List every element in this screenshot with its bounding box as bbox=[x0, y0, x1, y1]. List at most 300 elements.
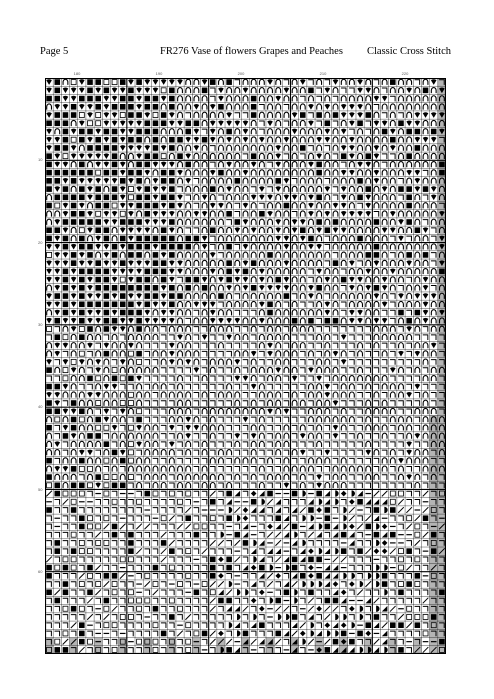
triangle-half-symbol bbox=[316, 631, 322, 637]
arch-symbol bbox=[178, 384, 183, 390]
arch-symbol bbox=[235, 236, 240, 242]
arch-symbol bbox=[358, 219, 363, 225]
heart-drop-symbol bbox=[218, 277, 224, 283]
square-filled-symbol bbox=[79, 269, 85, 275]
arch-symbol bbox=[399, 277, 404, 283]
corner-bracket-symbol bbox=[46, 541, 51, 546]
arch-symbol bbox=[399, 162, 404, 168]
heart-drop-symbol bbox=[79, 252, 85, 258]
corner-bracket-symbol bbox=[423, 327, 428, 332]
corner-bracket-symbol bbox=[46, 623, 51, 628]
corner-bracket-symbol bbox=[275, 648, 280, 653]
corner-bracket-symbol bbox=[161, 409, 166, 414]
arch-symbol bbox=[292, 244, 297, 250]
corner-bracket-symbol bbox=[136, 475, 141, 480]
square-filled-symbol bbox=[71, 112, 77, 118]
heart-drop-symbol bbox=[431, 137, 437, 143]
circle-half-symbol bbox=[311, 515, 314, 521]
square-filled-symbol bbox=[218, 170, 224, 176]
corner-bracket-symbol bbox=[365, 458, 370, 463]
arch-symbol bbox=[202, 252, 207, 258]
heart-drop-symbol bbox=[104, 219, 110, 225]
arch-symbol bbox=[349, 392, 354, 398]
corner-bracket-symbol bbox=[235, 80, 240, 85]
corner-bracket-symbol bbox=[218, 376, 223, 381]
arch-symbol bbox=[120, 474, 125, 480]
corner-bracket-symbol bbox=[235, 244, 240, 249]
square-filled-symbol bbox=[185, 129, 191, 135]
corner-bracket-symbol bbox=[194, 516, 199, 521]
square-filled-symbol bbox=[128, 285, 134, 291]
corner-bracket-symbol bbox=[177, 615, 182, 620]
heart-drop-symbol bbox=[153, 219, 159, 225]
arch-symbol bbox=[366, 227, 371, 233]
square-filled-symbol bbox=[120, 219, 126, 225]
arch-symbol bbox=[407, 227, 412, 233]
slash-symbol bbox=[120, 524, 126, 530]
arch-symbol bbox=[333, 417, 338, 423]
slash-symbol bbox=[210, 581, 216, 587]
heart-drop-symbol bbox=[145, 219, 151, 225]
square-filled-symbol bbox=[87, 219, 93, 225]
arch-symbol bbox=[399, 367, 404, 373]
heart-drop-symbol bbox=[259, 195, 265, 201]
heart-drop-symbol bbox=[104, 244, 110, 250]
heart-drop-symbol bbox=[390, 211, 396, 217]
heart-drop-symbol bbox=[284, 137, 290, 143]
arch-symbol bbox=[161, 129, 166, 135]
corner-bracket-symbol bbox=[63, 351, 68, 356]
square-open-symbol bbox=[55, 639, 60, 644]
arch-symbol bbox=[243, 252, 248, 258]
heart-drop-symbol bbox=[112, 384, 118, 390]
square-filled-symbol bbox=[292, 557, 298, 563]
square-filled-symbol bbox=[136, 178, 142, 184]
square-filled-symbol bbox=[54, 96, 60, 102]
heart-drop-symbol bbox=[104, 96, 110, 102]
square-open-symbol bbox=[79, 606, 84, 611]
heart-drop-symbol bbox=[120, 359, 126, 365]
square-open-symbol bbox=[137, 409, 142, 414]
square-filled-symbol bbox=[374, 614, 380, 620]
heart-drop-symbol bbox=[202, 236, 208, 242]
arch-symbol bbox=[186, 104, 191, 110]
arch-symbol bbox=[284, 425, 289, 431]
corner-bracket-symbol bbox=[390, 376, 395, 381]
diamond-symbol bbox=[251, 565, 257, 571]
corner-bracket-symbol bbox=[202, 623, 207, 628]
arch-symbol bbox=[79, 441, 84, 447]
arch-symbol bbox=[300, 211, 305, 217]
square-open-symbol bbox=[128, 458, 133, 463]
square-open-symbol bbox=[96, 211, 101, 216]
square-filled-symbol bbox=[226, 260, 232, 266]
arch-symbol bbox=[317, 236, 322, 242]
square-open-symbol bbox=[407, 606, 412, 611]
square-filled-symbol bbox=[79, 285, 85, 291]
corner-bracket-symbol bbox=[194, 434, 199, 439]
corner-bracket-symbol bbox=[259, 458, 264, 463]
arch-symbol bbox=[390, 203, 395, 209]
heart-drop-symbol bbox=[112, 178, 118, 184]
square-filled-symbol bbox=[87, 589, 93, 595]
square-filled-symbol bbox=[161, 120, 167, 126]
arch-symbol bbox=[202, 153, 207, 159]
arch-symbol bbox=[309, 326, 314, 332]
corner-bracket-symbol bbox=[333, 187, 338, 192]
square-filled-symbol bbox=[406, 186, 412, 192]
arch-symbol bbox=[259, 367, 264, 373]
heart-drop-symbol bbox=[243, 120, 249, 126]
corner-bracket-symbol bbox=[243, 598, 248, 603]
square-filled-symbol bbox=[79, 631, 85, 637]
arch-symbol bbox=[415, 104, 420, 110]
shaded-cell bbox=[389, 646, 397, 654]
square-open-symbol bbox=[137, 606, 142, 611]
corner-bracket-symbol bbox=[349, 343, 354, 348]
corner-bracket-symbol bbox=[104, 565, 109, 570]
corner-bracket-symbol bbox=[194, 623, 199, 628]
corner-bracket-symbol bbox=[267, 623, 272, 628]
arch-symbol bbox=[431, 211, 436, 217]
arch-symbol bbox=[202, 474, 207, 480]
arch-symbol bbox=[202, 466, 207, 472]
heart-drop-symbol bbox=[349, 260, 355, 266]
arch-symbol bbox=[309, 433, 314, 439]
arch-symbol bbox=[79, 343, 84, 349]
corner-bracket-symbol bbox=[325, 244, 330, 249]
diamond-symbol bbox=[316, 606, 322, 612]
circle-half-symbol bbox=[376, 581, 379, 587]
arch-symbol bbox=[349, 236, 354, 242]
corner-bracket-symbol bbox=[390, 557, 395, 562]
corner-bracket-symbol bbox=[202, 343, 207, 348]
square-filled-symbol bbox=[71, 606, 77, 612]
corner-bracket-symbol bbox=[71, 574, 76, 579]
shaded-cell bbox=[168, 646, 176, 654]
square-open-symbol bbox=[178, 582, 183, 587]
arch-symbol bbox=[349, 79, 354, 85]
shaded-cell bbox=[430, 457, 438, 465]
arch-symbol bbox=[300, 343, 305, 349]
arch-symbol bbox=[415, 318, 420, 324]
square-filled-symbol bbox=[46, 96, 52, 102]
heart-drop-symbol bbox=[169, 351, 175, 357]
heart-drop-symbol bbox=[63, 104, 69, 110]
square-filled-symbol bbox=[153, 120, 159, 126]
corner-bracket-symbol bbox=[251, 392, 256, 397]
slash-symbol bbox=[308, 532, 314, 538]
heart-drop-symbol bbox=[87, 277, 93, 283]
arch-symbol bbox=[423, 343, 428, 349]
corner-bracket-symbol bbox=[349, 425, 354, 430]
arch-symbol bbox=[292, 162, 297, 168]
corner-bracket-symbol bbox=[161, 639, 166, 644]
arch-symbol bbox=[153, 277, 158, 283]
corner-bracket-symbol bbox=[251, 467, 256, 472]
corner-bracket-symbol bbox=[63, 450, 68, 455]
heart-drop-symbol bbox=[169, 359, 175, 365]
square-filled-symbol bbox=[71, 548, 77, 554]
heart-drop-symbol bbox=[243, 417, 249, 423]
square-open-symbol bbox=[55, 417, 60, 422]
heart-drop-symbol bbox=[267, 351, 273, 357]
arch-symbol bbox=[235, 400, 240, 406]
corner-bracket-symbol bbox=[308, 343, 313, 348]
arch-symbol bbox=[317, 458, 322, 464]
corner-bracket-symbol bbox=[161, 458, 166, 463]
square-filled-symbol bbox=[95, 145, 101, 151]
arch-symbol bbox=[202, 425, 207, 431]
heart-drop-symbol bbox=[169, 162, 175, 168]
corner-bracket-symbol bbox=[316, 327, 321, 332]
corner-bracket-symbol bbox=[210, 384, 215, 389]
corner-bracket-symbol bbox=[153, 360, 158, 365]
slash-symbol bbox=[398, 499, 404, 505]
square-filled-symbol bbox=[79, 639, 85, 645]
arch-symbol bbox=[382, 458, 387, 464]
heart-drop-symbol bbox=[95, 293, 101, 299]
shaded-cell bbox=[438, 572, 446, 580]
arch-symbol bbox=[317, 301, 322, 307]
arch-symbol bbox=[382, 137, 387, 143]
arch-symbol bbox=[169, 466, 174, 472]
corner-bracket-symbol bbox=[406, 499, 411, 504]
heart-drop-symbol bbox=[46, 112, 52, 118]
heart-drop-symbol bbox=[308, 120, 314, 126]
square-open-symbol bbox=[415, 524, 420, 529]
arch-symbol bbox=[268, 244, 273, 250]
corner-bracket-symbol bbox=[365, 606, 370, 611]
corner-bracket-symbol bbox=[357, 639, 362, 644]
square-open-symbol bbox=[88, 466, 93, 471]
corner-bracket-symbol bbox=[382, 162, 387, 167]
arch-symbol bbox=[390, 326, 395, 332]
corner-bracket-symbol bbox=[153, 615, 158, 620]
arch-symbol bbox=[333, 466, 338, 472]
square-filled-symbol bbox=[112, 170, 118, 176]
square-filled-symbol bbox=[128, 540, 134, 546]
heart-drop-symbol bbox=[104, 120, 110, 126]
corner-bracket-symbol bbox=[406, 310, 411, 315]
heart-drop-symbol bbox=[128, 178, 134, 184]
arch-symbol bbox=[276, 433, 281, 439]
heart-drop-symbol bbox=[284, 88, 290, 94]
arch-symbol bbox=[71, 392, 76, 398]
corner-bracket-symbol bbox=[333, 335, 338, 340]
square-filled-symbol bbox=[87, 376, 93, 382]
square-filled-symbol bbox=[87, 170, 93, 176]
corner-bracket-symbol bbox=[300, 302, 305, 307]
corner-bracket-symbol bbox=[235, 211, 240, 216]
corner-bracket-symbol bbox=[243, 574, 248, 579]
arch-symbol bbox=[333, 277, 338, 283]
square-filled-symbol bbox=[202, 285, 208, 291]
heart-drop-symbol bbox=[390, 227, 396, 233]
heart-drop-symbol bbox=[54, 244, 60, 250]
corner-bracket-symbol bbox=[210, 615, 215, 620]
corner-bracket-symbol bbox=[145, 409, 150, 414]
square-filled-symbol bbox=[136, 129, 142, 135]
slash-symbol bbox=[185, 524, 191, 530]
heart-drop-symbol bbox=[308, 285, 314, 291]
arch-symbol bbox=[341, 260, 346, 266]
corner-bracket-symbol bbox=[243, 615, 248, 620]
arch-symbol bbox=[243, 236, 248, 242]
arch-symbol bbox=[243, 79, 248, 85]
corner-bracket-symbol bbox=[226, 220, 231, 225]
corner-bracket-symbol bbox=[415, 565, 420, 570]
arch-symbol bbox=[341, 318, 346, 324]
arch-symbol bbox=[227, 88, 232, 94]
corner-bracket-symbol bbox=[218, 195, 223, 200]
triangle-half-symbol bbox=[382, 499, 388, 505]
slash-symbol bbox=[95, 532, 101, 538]
square-open-symbol bbox=[120, 376, 125, 381]
arch-symbol bbox=[415, 269, 420, 275]
shaded-cell bbox=[438, 374, 446, 382]
heart-drop-symbol bbox=[63, 408, 69, 414]
arch-symbol bbox=[317, 277, 322, 283]
corner-bracket-symbol bbox=[136, 615, 141, 620]
heart-drop-symbol bbox=[161, 293, 167, 299]
square-filled-symbol bbox=[316, 491, 322, 497]
arch-symbol bbox=[243, 318, 248, 324]
diamond-symbol bbox=[243, 507, 249, 513]
cross-stitch-grid bbox=[45, 78, 446, 654]
corner-bracket-symbol bbox=[169, 574, 174, 579]
corner-bracket-symbol bbox=[382, 392, 387, 397]
slash-symbol bbox=[398, 507, 404, 513]
heart-drop-symbol bbox=[71, 129, 77, 135]
arch-symbol bbox=[358, 170, 363, 176]
arch-symbol bbox=[202, 96, 207, 102]
arch-symbol bbox=[374, 334, 379, 340]
corner-bracket-symbol bbox=[218, 483, 223, 488]
corner-bracket-symbol bbox=[349, 409, 354, 414]
arch-symbol bbox=[202, 318, 207, 324]
arch-symbol bbox=[227, 236, 232, 242]
slash-symbol bbox=[284, 524, 290, 530]
corner-bracket-symbol bbox=[406, 384, 411, 389]
arch-symbol bbox=[88, 474, 93, 480]
heart-drop-symbol bbox=[251, 351, 257, 357]
arch-symbol bbox=[317, 186, 322, 192]
square-filled-symbol bbox=[349, 639, 355, 645]
square-filled-symbol bbox=[95, 277, 101, 283]
corner-bracket-symbol bbox=[292, 434, 297, 439]
arch-symbol bbox=[423, 466, 428, 472]
arch-symbol bbox=[423, 120, 428, 126]
corner-bracket-symbol bbox=[128, 582, 133, 587]
corner-bracket-symbol bbox=[71, 516, 76, 521]
corner-bracket-symbol bbox=[415, 442, 420, 447]
arch-symbol bbox=[153, 310, 158, 316]
triangle-half-symbol bbox=[382, 532, 388, 538]
heart-drop-symbol bbox=[104, 252, 110, 258]
corner-bracket-symbol bbox=[128, 606, 133, 611]
corner-bracket-symbol bbox=[357, 532, 362, 537]
corner-bracket-symbol bbox=[145, 483, 150, 488]
square-filled-symbol bbox=[145, 162, 151, 168]
arch-symbol bbox=[235, 458, 240, 464]
slash-symbol bbox=[177, 524, 183, 530]
heart-drop-symbol bbox=[46, 244, 52, 250]
corner-bracket-symbol bbox=[120, 549, 125, 554]
heart-drop-symbol bbox=[415, 351, 421, 357]
square-filled-symbol bbox=[112, 195, 118, 201]
heart-drop-symbol bbox=[259, 269, 265, 275]
corner-bracket-symbol bbox=[308, 80, 313, 85]
corner-bracket-symbol bbox=[406, 631, 411, 636]
corner-bracket-symbol bbox=[128, 565, 133, 570]
arch-symbol bbox=[178, 88, 183, 94]
arch-symbol bbox=[219, 211, 224, 217]
arch-symbol bbox=[284, 269, 289, 275]
square-filled-symbol bbox=[104, 269, 110, 275]
arch-symbol bbox=[104, 186, 109, 192]
corner-bracket-symbol bbox=[46, 582, 51, 587]
square-open-symbol bbox=[104, 458, 109, 463]
square-filled-symbol bbox=[79, 318, 85, 324]
arch-symbol bbox=[194, 269, 199, 275]
square-filled-symbol bbox=[128, 376, 134, 382]
heart-drop-symbol bbox=[169, 310, 175, 316]
square-open-symbol bbox=[112, 475, 117, 480]
square-filled-symbol bbox=[374, 252, 380, 258]
arch-symbol bbox=[186, 326, 191, 332]
arch-symbol bbox=[431, 326, 436, 332]
corner-bracket-symbol bbox=[177, 639, 182, 644]
corner-bracket-symbol bbox=[259, 327, 264, 332]
heart-drop-symbol bbox=[95, 367, 101, 373]
triangle-half-symbol bbox=[316, 532, 322, 538]
corner-bracket-symbol bbox=[300, 96, 305, 101]
heart-drop-symbol bbox=[333, 351, 339, 357]
circle-half-symbol bbox=[278, 614, 281, 620]
square-filled-symbol bbox=[398, 647, 404, 653]
corner-bracket-symbol bbox=[431, 335, 436, 340]
triangle-half-symbol bbox=[251, 622, 257, 628]
heart-drop-symbol bbox=[104, 211, 110, 217]
heart-drop-symbol bbox=[112, 310, 118, 316]
arch-symbol bbox=[423, 400, 428, 406]
slash-symbol bbox=[390, 606, 396, 612]
triangle-half-symbol bbox=[341, 598, 347, 604]
arch-symbol bbox=[129, 153, 134, 159]
arch-symbol bbox=[251, 236, 256, 242]
arch-symbol bbox=[259, 384, 264, 390]
heart-drop-symbol bbox=[357, 162, 363, 168]
triangle-half-symbol bbox=[284, 532, 290, 538]
corner-bracket-symbol bbox=[300, 376, 305, 381]
circle-half-symbol bbox=[336, 491, 339, 497]
arch-symbol bbox=[88, 458, 93, 464]
corner-bracket-symbol bbox=[292, 211, 297, 216]
corner-bracket-symbol bbox=[349, 327, 354, 332]
square-open-symbol bbox=[104, 606, 109, 611]
corner-bracket-symbol bbox=[423, 557, 428, 562]
corner-bracket-symbol bbox=[169, 532, 174, 537]
square-filled-symbol bbox=[292, 524, 298, 530]
corner-bracket-symbol bbox=[136, 623, 141, 628]
slash-symbol bbox=[382, 622, 388, 628]
square-filled-symbol bbox=[104, 195, 110, 201]
corner-bracket-symbol bbox=[54, 425, 59, 430]
arch-symbol bbox=[268, 88, 273, 94]
square-open-symbol bbox=[210, 516, 215, 521]
corner-bracket-symbol bbox=[104, 499, 109, 504]
